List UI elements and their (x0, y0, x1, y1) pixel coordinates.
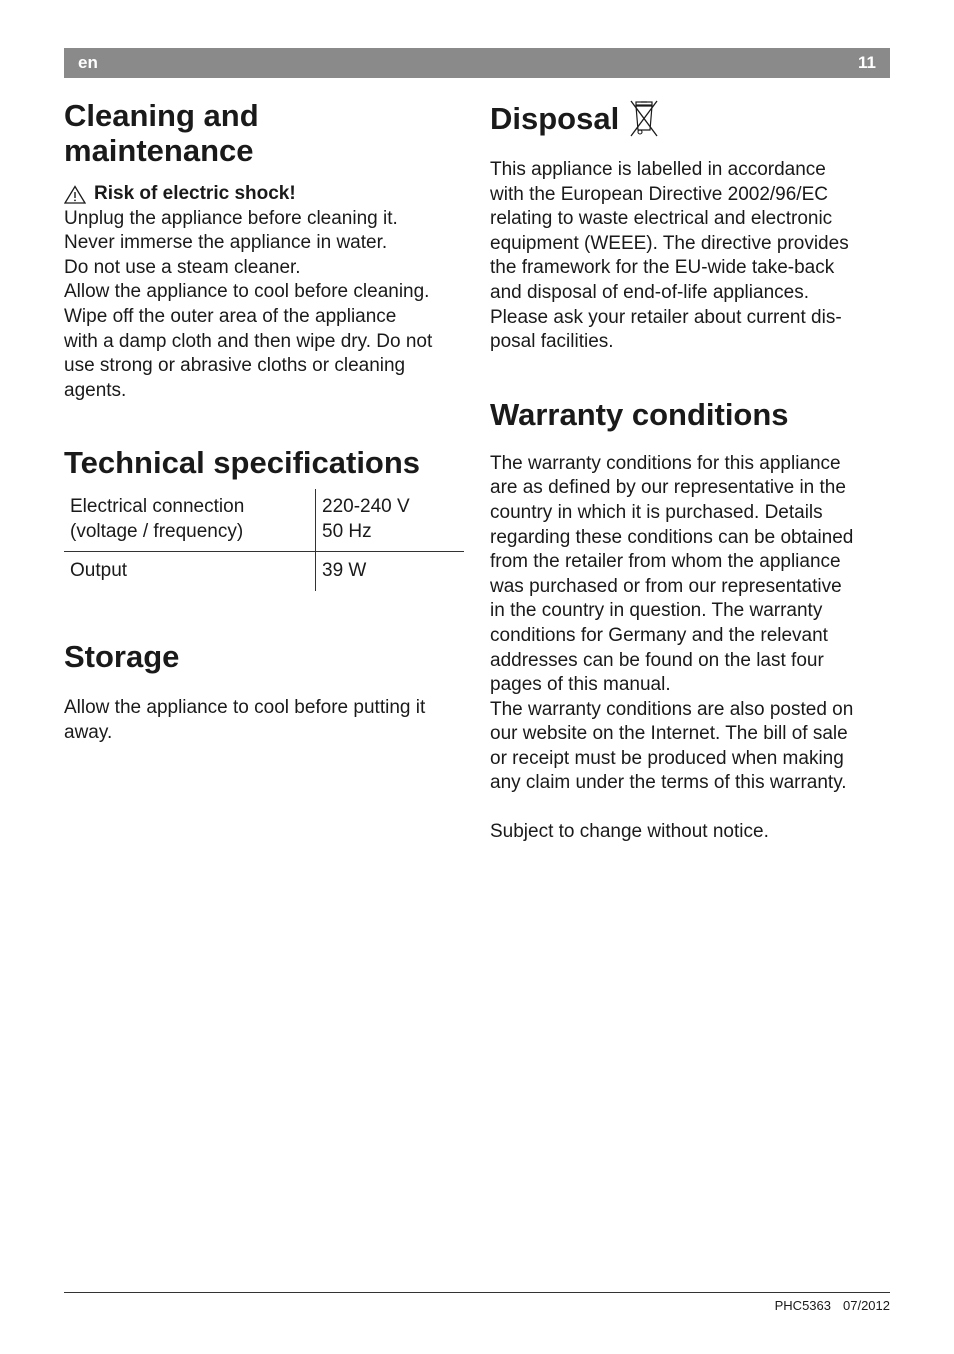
cleaning-instructions (64, 207, 464, 404)
electric-shock-warning (64, 182, 464, 207)
text-line: in the country in question. The warranty (490, 600, 823, 622)
text-line: posal facilities. (490, 331, 614, 353)
text-line: and disposal of end-of-life appliances. (490, 281, 809, 303)
spec-value (316, 489, 465, 551)
text-line: The warranty conditions for this appliance (490, 452, 841, 474)
text-line: our website on the Internet. The bill of sale (490, 723, 848, 745)
footer (775, 1298, 890, 1313)
text-line: or receipt must be produced when making (490, 747, 844, 769)
text-line: regarding these conditions can be obtained (490, 526, 854, 548)
text-line: Wipe off the outer area of the appliance (64, 305, 397, 327)
text-line: with the European Directive 2002/96/EC (490, 183, 828, 205)
text-line: from the retailer from whom the appliance (490, 551, 841, 573)
text-line: Never immerse the appliance in water. (64, 232, 388, 254)
change-notice: Subject to change without notice. (490, 821, 769, 843)
text-line: Unplug the appliance before cleaning it. (64, 207, 398, 229)
text-line: the framework for the EU-wide take-back (490, 257, 835, 279)
cleaning-heading-line: maintenance (64, 133, 254, 168)
text-line: Allow the appliance to cool before cleaning. (64, 281, 430, 303)
text-line: away. (64, 721, 113, 743)
text-line: pages of this manual. (490, 674, 671, 696)
page-header-bar (64, 48, 890, 78)
disposal-heading-text: Disposal (490, 100, 620, 136)
spec-value-line: 50 Hz (322, 520, 372, 542)
warranty-heading: Warranty conditions (490, 396, 789, 432)
text-line: Do not use a steam cleaner. (64, 256, 301, 278)
disposal-heading (490, 98, 890, 138)
table-row (64, 489, 464, 551)
tech-specs-table (64, 489, 464, 591)
text-line: Allow the appliance to cool before putting it (64, 697, 426, 719)
text-line: The warranty conditions are also posted on (490, 698, 854, 720)
warranty-text (490, 452, 890, 796)
spec-label (64, 551, 316, 591)
edition-date: 07/2012 (843, 1298, 890, 1313)
text-line: any claim under the terms of this warranty. (490, 772, 847, 794)
spec-value (316, 551, 465, 591)
crossed-out-wheelie-bin-icon (627, 98, 661, 138)
spec-label-line: (voltage / frequency) (70, 520, 244, 542)
text-line: was purchased or from our representative (490, 575, 842, 597)
spec-value-line: 39 W (322, 559, 367, 581)
text-line: equipment (WEEE). The directive provides (490, 232, 849, 254)
text-line: are as defined by our representative in the (490, 477, 846, 499)
disposal-text (490, 158, 890, 355)
text-line: addresses can be found on the last four (490, 649, 824, 671)
table-row (64, 551, 464, 591)
text-line: use strong or abrasive cloths or cleaning (64, 355, 406, 377)
text-line: This appliance is labelled in accordance (490, 159, 826, 180)
footer-divider (64, 1292, 890, 1293)
warning-triangle-icon (64, 185, 86, 204)
storage-text (64, 696, 464, 745)
language-code: en (78, 53, 98, 72)
text-line: agents. (64, 379, 127, 401)
spec-value-line: 220-240 V (322, 496, 410, 518)
cleaning-heading (64, 98, 464, 168)
text-line: country in which it is purchased. Details (490, 501, 823, 523)
cleaning-heading-line: Cleaning and (64, 98, 259, 133)
tech-specs-heading: Technical specifications (64, 445, 421, 481)
spec-label-line: Output (70, 559, 128, 581)
page-number: 11 (858, 53, 876, 72)
model-number: PHC5363 (774, 1298, 831, 1313)
storage-heading: Storage (64, 639, 180, 675)
text-line: conditions for Germany and the relevant (490, 624, 828, 646)
warning-text: Risk of electric shock! (94, 183, 296, 204)
left-column (64, 96, 464, 745)
right-column (490, 96, 890, 845)
text-line: relating to waste electrical and electronic (490, 208, 833, 230)
spec-label (64, 489, 316, 551)
text-line: Please ask your retailer about current dis- (490, 306, 842, 328)
spec-label-line: Electrical connection (70, 496, 245, 518)
text-line: with a damp cloth and then wipe dry. Do not (64, 330, 433, 352)
